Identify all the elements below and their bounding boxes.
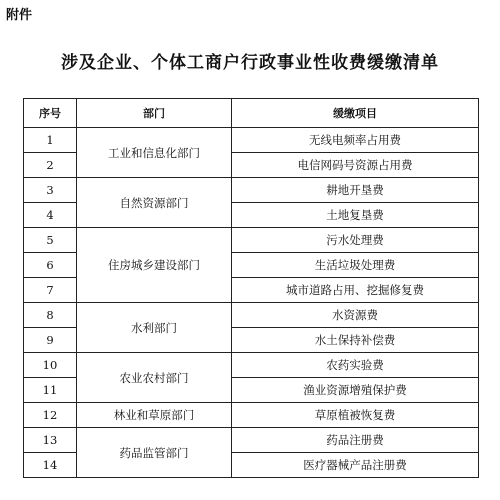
row-deferred-item: 城市道路占用、挖掘修复费 bbox=[232, 278, 479, 303]
row-deferred-item: 渔业资源增殖保护费 bbox=[232, 378, 479, 403]
row-deferred-item: 土地复垦费 bbox=[232, 203, 479, 228]
table-header-row bbox=[24, 99, 479, 128]
header-department: 部门 bbox=[77, 99, 232, 128]
row-serial-number: 3 bbox=[24, 178, 77, 203]
header-serial-number: 序号 bbox=[24, 99, 77, 128]
table-row bbox=[24, 128, 479, 153]
table-row bbox=[24, 178, 479, 203]
row-deferred-item: 无线电频率占用费 bbox=[232, 128, 479, 153]
row-department: 住房城乡建设部门 bbox=[77, 228, 232, 303]
row-deferred-item: 药品注册费 bbox=[232, 428, 479, 453]
row-serial-number: 4 bbox=[24, 203, 77, 228]
row-department: 工业和信息化部门 bbox=[77, 128, 232, 178]
row-deferred-item: 电信网码号资源占用费 bbox=[232, 153, 479, 178]
row-deferred-item: 水资源费 bbox=[232, 303, 479, 328]
table-row bbox=[24, 403, 479, 428]
row-deferred-item: 医疗器械产品注册费 bbox=[232, 453, 479, 478]
row-department: 药品监管部门 bbox=[77, 428, 232, 478]
row-department: 林业和草原部门 bbox=[77, 403, 232, 428]
row-serial-number: 11 bbox=[24, 378, 77, 403]
page-title: 涉及企业、个体工商户行政事业性收费缓缴清单 bbox=[61, 53, 439, 73]
row-deferred-item: 耕地开垦费 bbox=[232, 178, 479, 203]
table-row bbox=[24, 353, 479, 378]
row-serial-number: 13 bbox=[24, 428, 77, 453]
row-department: 水利部门 bbox=[77, 303, 232, 353]
row-serial-number: 1 bbox=[24, 128, 77, 153]
row-deferred-item: 生活垃圾处理费 bbox=[232, 253, 479, 278]
row-serial-number: 10 bbox=[24, 353, 77, 378]
row-department: 农业农村部门 bbox=[77, 353, 232, 403]
fee-deferral-table bbox=[23, 98, 479, 478]
row-serial-number: 6 bbox=[24, 253, 77, 278]
row-serial-number: 5 bbox=[24, 228, 77, 253]
row-serial-number: 12 bbox=[24, 403, 77, 428]
row-deferred-item: 水土保持补偿费 bbox=[232, 328, 479, 353]
table-row bbox=[24, 228, 479, 253]
table-row bbox=[24, 428, 479, 453]
row-serial-number: 14 bbox=[24, 453, 77, 478]
header-deferred-item: 缓缴项目 bbox=[232, 99, 479, 128]
table-body bbox=[24, 128, 479, 478]
row-deferred-item: 草原植被恢复费 bbox=[232, 403, 479, 428]
row-serial-number: 9 bbox=[24, 328, 77, 353]
attachment-label: 附件 bbox=[6, 8, 33, 23]
row-serial-number: 8 bbox=[24, 303, 77, 328]
row-deferred-item: 农药实验费 bbox=[232, 353, 479, 378]
row-department: 自然资源部门 bbox=[77, 178, 232, 228]
row-serial-number: 7 bbox=[24, 278, 77, 303]
table-row bbox=[24, 303, 479, 328]
row-deferred-item: 污水处理费 bbox=[232, 228, 479, 253]
row-serial-number: 2 bbox=[24, 153, 77, 178]
